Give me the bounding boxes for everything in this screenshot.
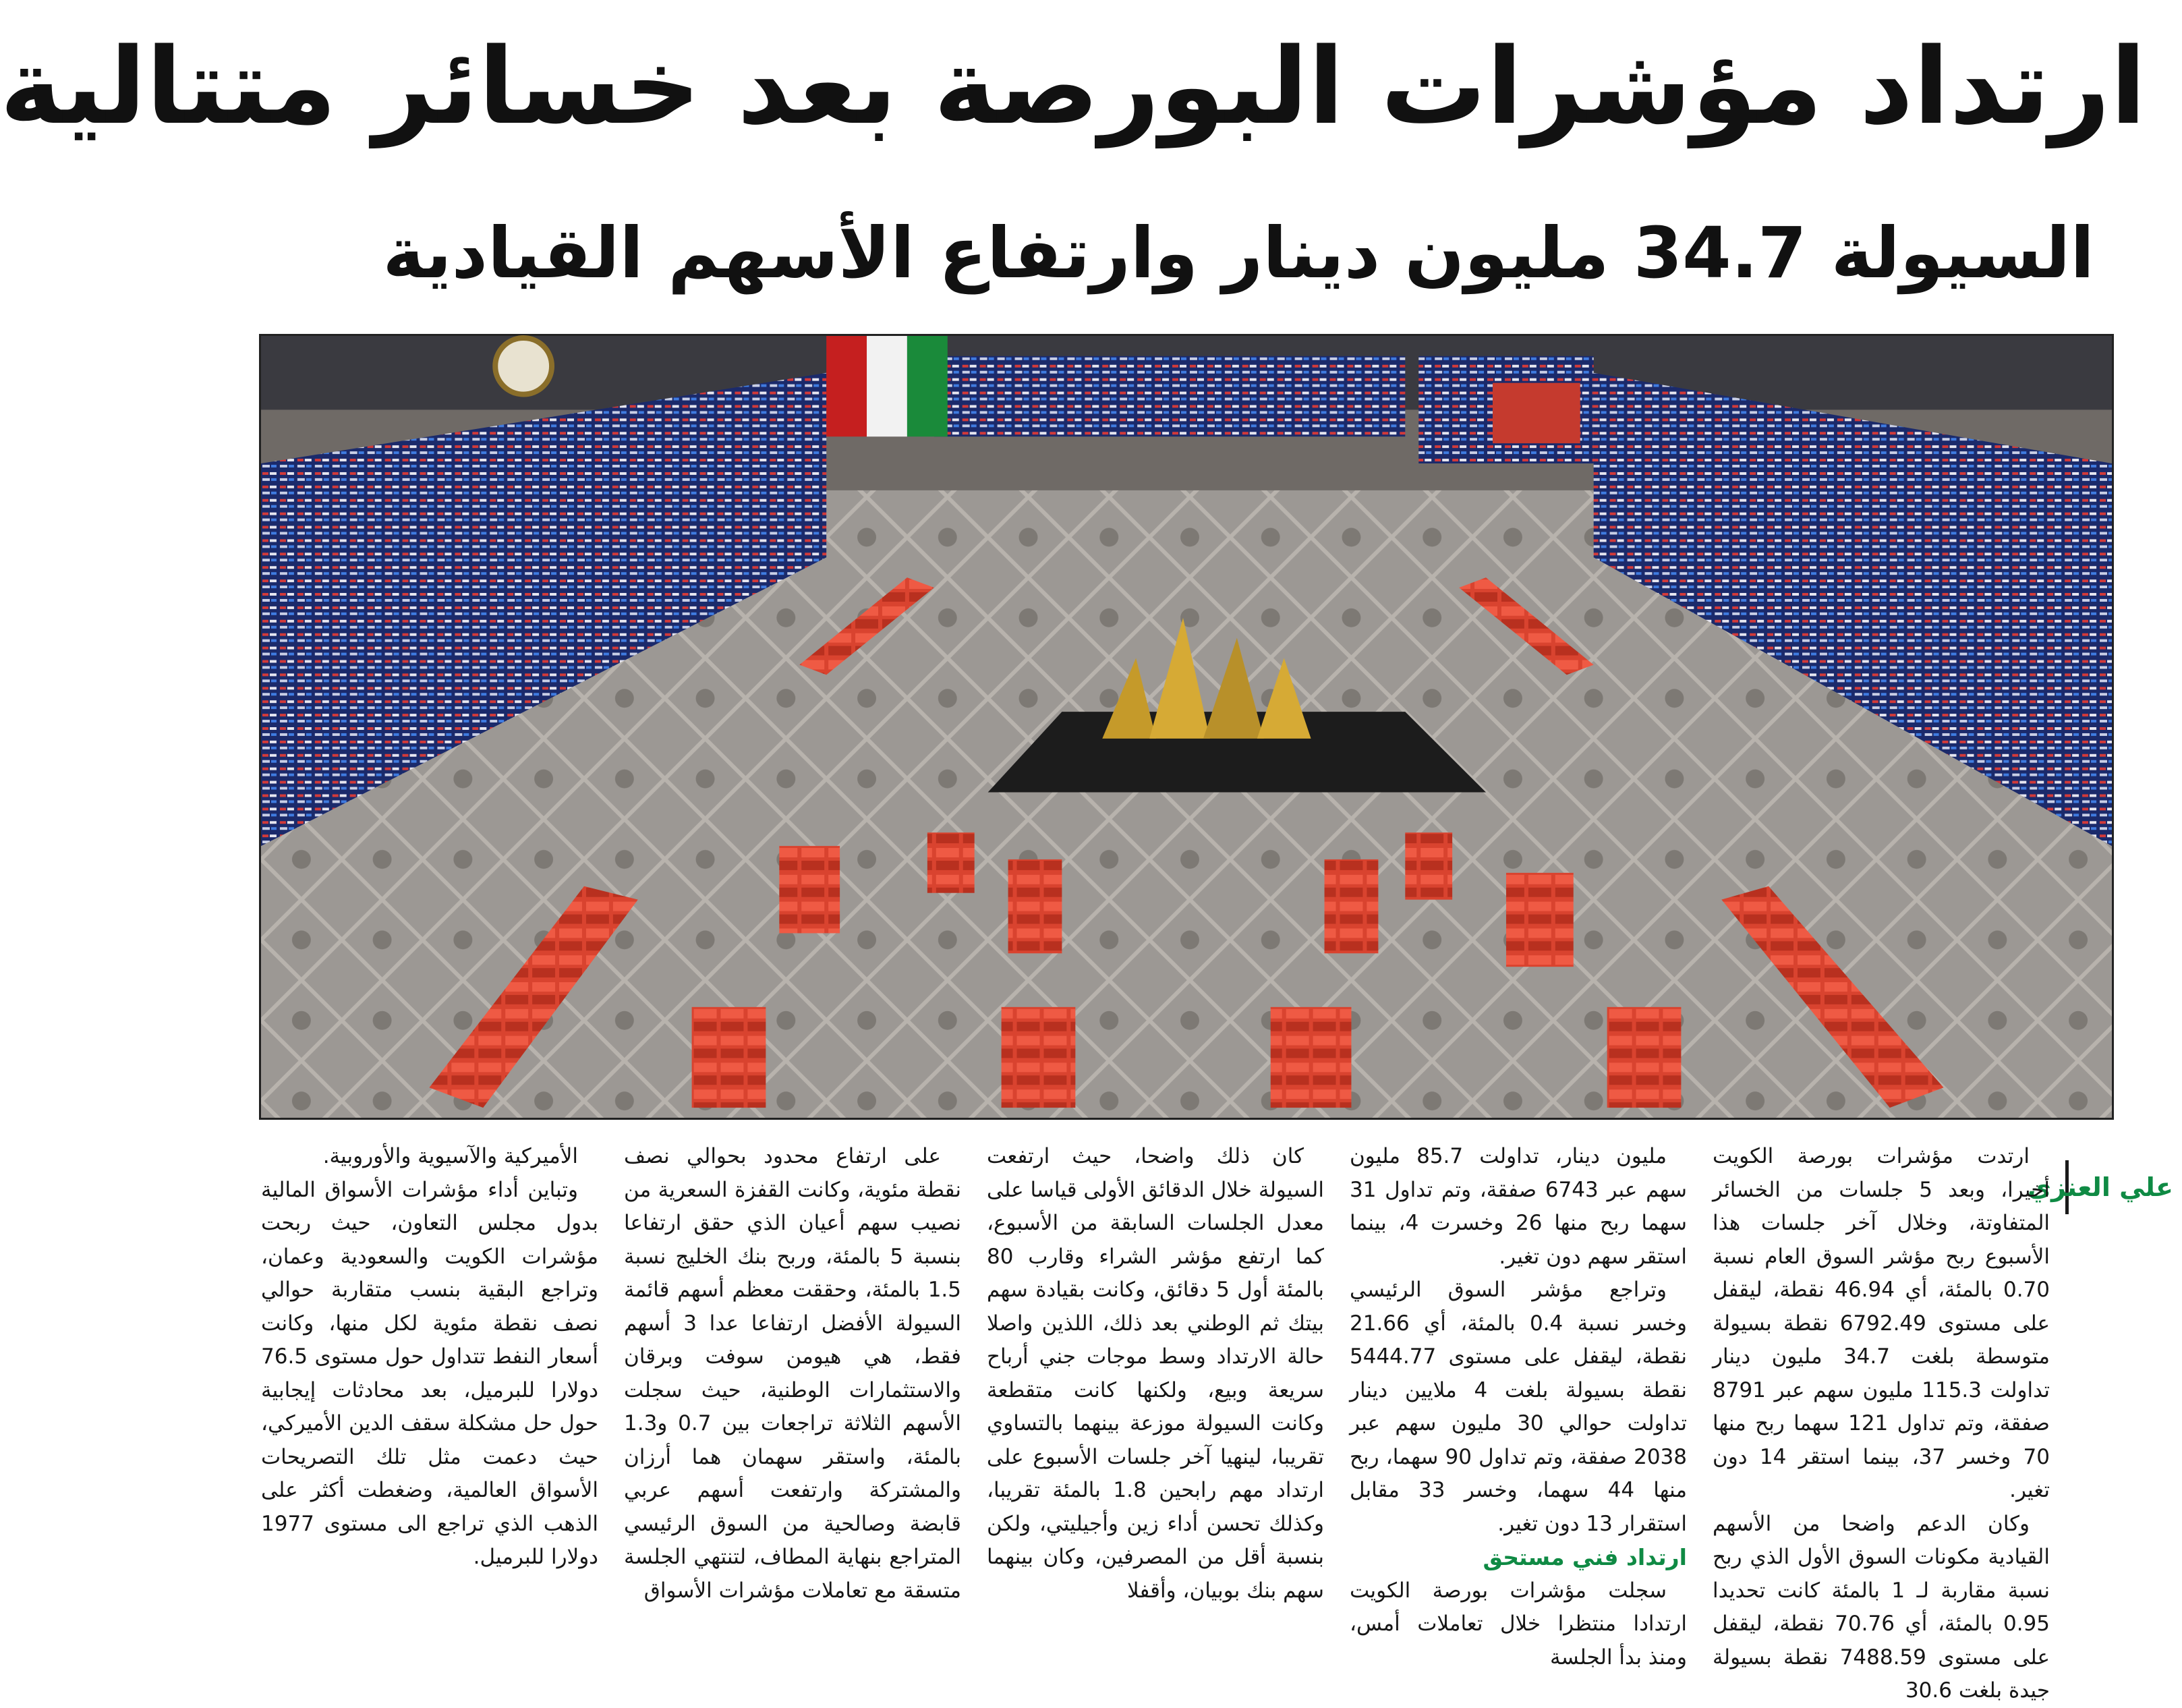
paragraph: وتباين أداء مؤشرات الأسواق المالية بدول مجلس التعاون، حيث ربحت مؤشرات الكويت والسعودية وعمان، وتراجع البقية بنسب متقاربة حوالي نصف نقطة مئوية لكل منها، وكانت أسعار النفط تتداول حول مستوى 76.5 دولارا للبرميل، بعد محادثات إيجابية حول حل مشكلة سقف الدين الأميركي، حيث دعمت مثل تلك التصريحات الأسواق العالمية، وضغطت أكثر على الذهب الذي تراجع الى مستوى 1977 دولارا للبرميل. — [261, 1177, 598, 1569]
paragraph: وتراجع مؤشر السوق الرئيسي وخسر نسبة 0.4 بالمئة، أي 21.66 نقطة، ليقفل على مستوى 5444.77 نقطة بسيولة بلغت 4 ملايين دينار تداولت حوالي 30 مليون سهم عبر 2038 صفقة، وتم تداول 90 سهما، ربح منها 44 سهما، وخسر 33 مقابل استقرار 13 دون تغير. — [1350, 1278, 1688, 1536]
byline: علي العنزي — [2065, 1160, 2173, 1214]
paragraph: وكان الدعم واضحا من الأسهم القيادية مكونات السوق الأول الذي ربح نسبة مقاربة لـ 1 بالمئة كانت تحديدا 0.95 بالمئة، أي 70.76 نقطة، ليقفل على مستوى 7488.59 نقطة بسيولة جيدة بلغت 30.6 — [1713, 1511, 2050, 1703]
headline: ارتداد مؤشرات البورصة بعد خسائر متتالية — [0, 25, 2146, 148]
paragraph: مليون دينار، تداولت 85.7 مليون سهم عبر 6743 صفقة، وتم تداول 31 سهما ربح منها 26 وخسرت 4، بينما استقر سهم دون تغير. — [1350, 1144, 1687, 1269]
article-column-3 — [987, 1140, 1324, 1680]
section-subtitle: ارتداد فني مستحق — [1483, 1544, 1687, 1570]
paragraph: ارتدت مؤشرات بورصة الكويت أخيرا، وبعد 5 جلسات من الخسائر المتفاوتة، وخلال آخر جلسات هذا الأسبوع ربح مؤشر السوق العام نسبة 0.70 بالمئة، أي 46.94 نقطة، ليقفل على مستوى 6792.49 نقطة بسيولة متوسطة بلغت 34.7 مليون دينار تداولت 115.3 مليون سهم عبر 8791 صفقة، وتم تداول 121 سهما ربح منها 70 وخسر 37، بينما استقر 14 دون تغير. — [1713, 1144, 2050, 1502]
paragraph: كان ذلك واضحا، حيث ارتفعت السيولة خلال الدقائق الأولى قياسا على معدل الجلسات السابقة من الأسبوع، كما ارتفع مؤشر الشراء وقارب 80 بالمئة أول 5 دقائق، وكانت بقيادة سهم بيتك ثم الوطني بعد ذلك، اللذين واصلا حالة الارتداد وسط موجات جني أرباح سريعة وبيع، ولكنها كانت متقطعة وكانت السيولة موزعة بينهما بالتساوي تقريبا، لينهيا آخر جلسات الأسبوع على ارتداد مهم رابحين 1.8 بالمئة تقريبا، وكذلك تحسن أداء زين وأجيليتي، ولكن بنسبة أقل من المصرفين، وكان بينهما سهم بنك بوبيان، وأقفلا — [987, 1144, 1324, 1603]
article-column-2 — [1350, 1140, 1687, 1680]
paragraph: على ارتفاع محدود بحوالي نصف نقطة مئوية، وكانت القفزة السعرية من نصيب سهم أعيان الذي حقق ارتفاعا بنسبة 5 بالمئة، وربح بنك الخليج نسبة 1.5 بالمئة، وحققت معظم أسهم قائمة السيولة الأفضل ارتفاعا عدا 3 أسهم فقط، هي هيومن سوفت وبرقان والاستثمارات الوطنية، حيث سجلت الأسهم الثلاثة تراجعات بين 0.7 و1.3 بالمئة، واستقر سهمان هما أرزان والمشتركة وارتفعت أسهم عربي قابضة وصالحية من السوق الرئيسي المتراجع بنهاية المطاف، لتنتهي الجلسة متسقة مع تعاملات مؤشرات الأسواق — [624, 1144, 962, 1603]
news-photo — [259, 334, 2114, 1120]
article-body — [259, 1140, 2050, 1703]
article-column-1 — [1713, 1140, 2050, 1703]
paragraph: سجلت مؤشرات بورصة الكويت ارتدادا منتظرا خلال تعاملات أمس، ومنذ بدأ الجلسة — [1350, 1578, 1687, 1670]
paragraph: الأميركية والآسيوية والأوروبية. — [322, 1144, 578, 1168]
subheadline: السيولة 34.7 مليون دينار وارتفاع الأسهم القيادية — [382, 212, 2094, 294]
article-column-4 — [624, 1140, 961, 1680]
article-column-5 — [261, 1140, 598, 1680]
